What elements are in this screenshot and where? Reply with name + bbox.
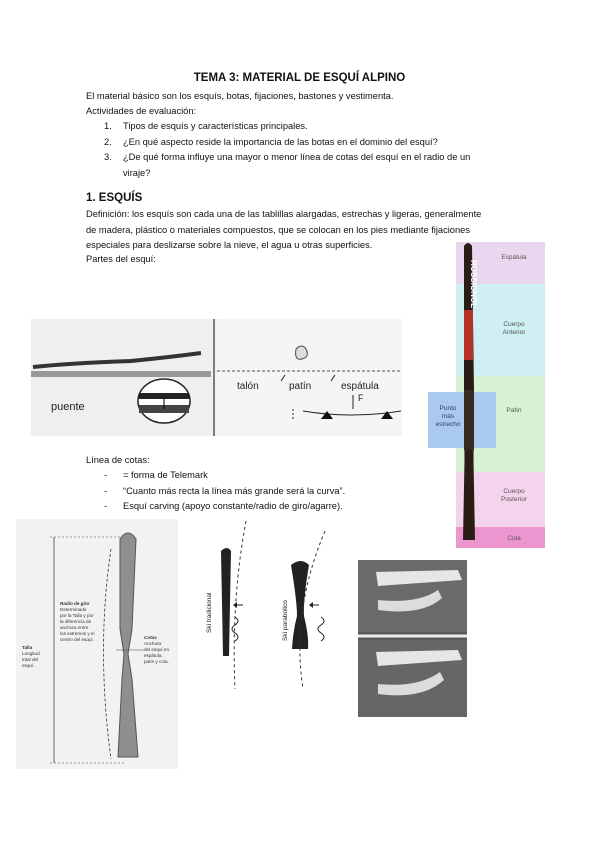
cotas-label: Línea de cotas: <box>86 455 150 465</box>
definition-line: de madera, plástico o materiales compuestos, que se colocan en los pies mediante fijaciones <box>86 224 470 235</box>
list-item: 2. ¿En qué aspecto reside la importancia de las botas en el dominio del esquí? <box>104 136 438 147</box>
list-item: - “Cuanto más recta la línea más grande será la curva”. <box>104 485 346 496</box>
ski-parts-figure <box>428 240 547 550</box>
bridge-figure <box>31 319 402 436</box>
label-talla: Talla Longitud total del esquí. <box>22 645 40 668</box>
ski-compare-figure <box>191 521 337 690</box>
ski-stripe <box>464 310 473 360</box>
label-patin-fig: patín <box>289 381 312 392</box>
label-espatula: Espátula <box>501 254 527 261</box>
definition-line: especiales para deslizarse sobre la nieve, el agua u otras superficies. <box>86 240 373 250</box>
ski-brand: ROSSIGNOL <box>469 260 478 309</box>
radius-figure <box>16 519 178 769</box>
skier-icon <box>296 346 308 359</box>
label-ski-tradicional: Ski tradicional <box>206 592 213 633</box>
label-espatula-fig: espátula <box>341 381 379 392</box>
list-item: - Esquí carving (apoyo constante/radio de giro/agarre). <box>104 501 343 511</box>
ski-edge-photo <box>358 560 467 717</box>
snow-line <box>31 371 211 377</box>
questions-list <box>104 119 514 181</box>
list-item: 3. ¿De qué forma influye una mayor o menor línea de cotas del esquí en el radio de un <box>104 152 471 162</box>
label-cuerpo-anterior: Cuerpo Anterior <box>502 321 526 336</box>
list-item: 1. Tipos de esquís y características principales. <box>104 121 308 131</box>
list-item: - = forma de Telemark <box>104 470 208 480</box>
label-cola: Cola <box>507 535 521 542</box>
list-item: viraje? <box>123 167 151 178</box>
label-ski-parabolico: Ski parabolico <box>282 600 289 641</box>
ski-binding <box>464 390 474 450</box>
definition-line: Definición: los esquís son cada una de las tablillas alargadas, estrechas y ligeras, generalmente <box>86 209 482 219</box>
label-talon: talón <box>237 381 259 392</box>
section-heading: 1. ESQUÍS <box>86 192 143 204</box>
label-force: F <box>358 393 364 403</box>
label-cotas: Cotas Anchura del esquí en espátula, patín y cola. <box>144 635 170 664</box>
parts-label: Partes del esquí: <box>86 254 156 264</box>
activities-label: Actividades de evaluación: <box>86 106 197 116</box>
label-cuerpo-posterior: Cuerpo Posterior <box>500 488 528 503</box>
intro-text: El material básico son los esquís, botas, fijaciones, bastones y vestimenta. <box>86 91 394 101</box>
page-title: TEMA 3: MATERIAL DE ESQUÍ ALPINO <box>193 72 406 84</box>
label-punto-estrecho: Punto más estrecho <box>435 405 461 428</box>
label-patin: Patín <box>506 407 522 414</box>
narrow-point-zone <box>428 392 496 448</box>
cotas-list <box>104 468 424 515</box>
label-radio-giro: Radio de giro Determinado por la Talla y por la diferencia de anchura entre los extremos y el centro del esquí. <box>60 601 95 642</box>
label-puente: puente <box>51 401 85 413</box>
